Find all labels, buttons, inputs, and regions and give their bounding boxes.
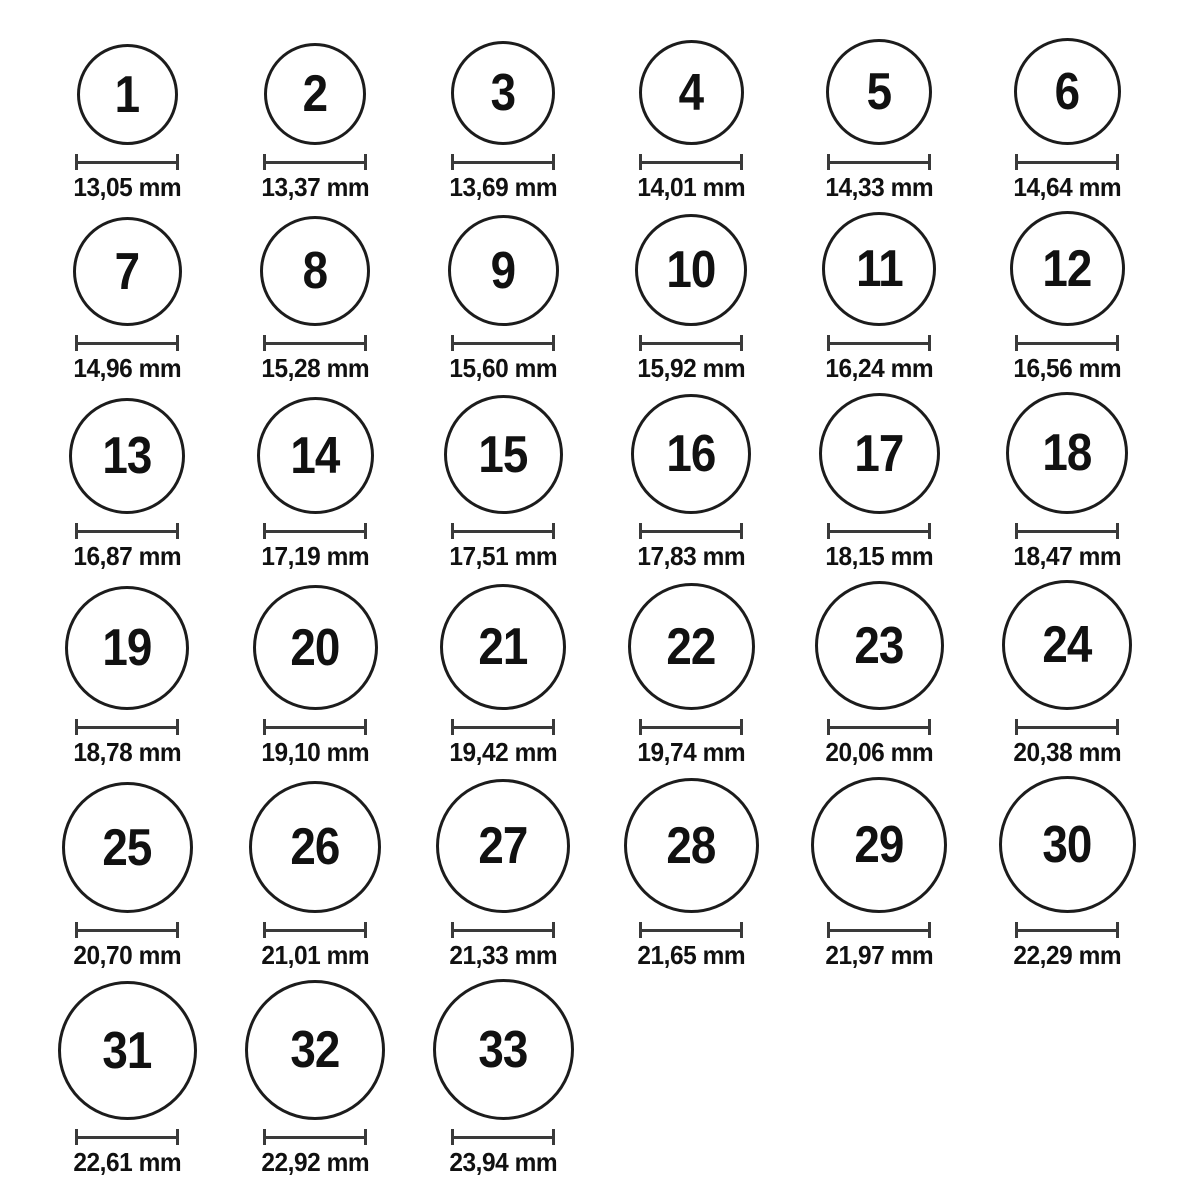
ring-size-number: 1 — [114, 65, 140, 124]
ring-circle — [264, 43, 366, 145]
ring-size-row — [33, 580, 1200, 766]
measure-tick — [75, 154, 78, 170]
ring-size-cell — [33, 782, 221, 969]
ring-size-number: 3 — [490, 64, 516, 122]
diameter-label: 17,19 mm — [261, 541, 369, 571]
diameter-label: 14,64 mm — [1013, 172, 1121, 202]
ring-size-cell — [221, 585, 409, 766]
measure-bar — [75, 929, 179, 932]
measure-bar — [451, 1136, 555, 1139]
measure-bar — [451, 342, 555, 345]
measure-bar — [263, 530, 367, 533]
ring-size-cell — [973, 776, 1161, 969]
diameter-label: 22,92 mm — [261, 1147, 369, 1177]
measure-tick — [1116, 154, 1119, 170]
ring-size-number: 17 — [854, 424, 904, 483]
diameter-measure-line — [827, 154, 931, 170]
diameter-measure-line — [827, 335, 931, 351]
measure-tick — [552, 335, 555, 351]
ring-circle — [451, 41, 555, 145]
measure-tick — [552, 523, 555, 539]
ring-size-cell — [33, 398, 221, 570]
diameter-label: 19,10 mm — [261, 737, 369, 767]
ring-size-number: 7 — [114, 242, 140, 301]
ring-size-cell — [785, 581, 973, 766]
diameter-measure-line — [263, 154, 367, 170]
ring-size-number: 32 — [290, 1021, 340, 1079]
ring-size-number: 25 — [102, 818, 152, 877]
diameter-measure-line — [1015, 335, 1119, 351]
ring-size-cell — [409, 41, 597, 201]
ring-circle — [826, 39, 932, 145]
diameter-measure-line — [827, 523, 931, 539]
ring-circle — [245, 980, 385, 1120]
ring-size-number: 26 — [290, 818, 340, 876]
measure-bar — [451, 161, 555, 164]
diameter-label: 14,96 mm — [73, 353, 181, 383]
measure-tick — [75, 719, 78, 735]
ring-size-number: 18 — [1042, 424, 1092, 482]
diameter-measure-line — [639, 154, 743, 170]
measure-tick — [639, 154, 642, 170]
ring-size-cell — [785, 39, 973, 201]
measure-bar — [263, 929, 367, 932]
ring-size-cell — [33, 44, 221, 201]
diameter-label: 20,06 mm — [825, 737, 933, 767]
measure-tick — [827, 523, 830, 539]
ring-size-number: 12 — [1042, 239, 1092, 298]
measure-bar — [75, 342, 179, 345]
ring-size-number: 19 — [102, 619, 152, 677]
measure-tick — [552, 922, 555, 938]
ring-size-number: 22 — [666, 617, 716, 676]
measure-tick — [1015, 922, 1018, 938]
diameter-measure-line — [263, 335, 367, 351]
diameter-measure-line — [1015, 154, 1119, 170]
measure-tick — [364, 154, 367, 170]
measure-tick — [827, 719, 830, 735]
diameter-label: 16,24 mm — [825, 353, 933, 383]
ring-size-cell — [221, 397, 409, 570]
measure-tick — [740, 523, 743, 539]
ring-size-cell — [409, 584, 597, 766]
ring-circle — [1014, 38, 1121, 145]
measure-bar — [75, 530, 179, 533]
diameter-label: 13,69 mm — [449, 172, 557, 202]
diameter-measure-line — [1015, 719, 1119, 735]
ring-circle — [811, 777, 947, 913]
ring-size-number: 8 — [302, 242, 328, 300]
diameter-measure-line — [1015, 523, 1119, 539]
ring-circle — [257, 397, 374, 514]
ring-size-cell — [597, 583, 785, 766]
measure-tick — [1116, 523, 1119, 539]
measure-tick — [928, 922, 931, 938]
ring-size-cell — [221, 980, 409, 1176]
ring-size-number: 11 — [855, 240, 903, 298]
diameter-measure-line — [451, 154, 555, 170]
ring-circle — [631, 394, 751, 514]
ring-size-number: 5 — [866, 63, 892, 121]
ring-size-number: 30 — [1042, 815, 1092, 874]
measure-tick — [75, 1129, 78, 1145]
measure-tick — [451, 719, 454, 735]
ring-circle — [58, 981, 197, 1120]
diameter-measure-line — [451, 523, 555, 539]
measure-tick — [176, 922, 179, 938]
measure-tick — [176, 154, 179, 170]
ring-size-number: 16 — [666, 425, 716, 483]
measure-tick — [176, 335, 179, 351]
measure-bar — [1015, 530, 1119, 533]
diameter-measure-line — [75, 719, 179, 735]
diameter-label: 18,47 mm — [1013, 541, 1121, 571]
ring-size-number: 24 — [1042, 616, 1092, 674]
measure-tick — [364, 1129, 367, 1145]
ring-size-cell — [221, 43, 409, 201]
measure-tick — [364, 335, 367, 351]
measure-tick — [364, 719, 367, 735]
measure-bar — [75, 1136, 179, 1139]
diameter-label: 17,51 mm — [449, 541, 557, 571]
ring-circle — [1010, 211, 1125, 326]
ring-size-cell — [973, 38, 1161, 201]
ring-size-cell — [597, 40, 785, 201]
measure-bar — [827, 342, 931, 345]
diameter-label: 19,74 mm — [637, 737, 745, 767]
measure-tick — [1116, 719, 1119, 735]
ring-size-cell — [597, 778, 785, 969]
ring-size-cell — [409, 215, 597, 382]
measure-tick — [740, 154, 743, 170]
measure-bar — [263, 726, 367, 729]
diameter-label: 15,92 mm — [637, 353, 745, 383]
ring-size-cell — [33, 586, 221, 766]
diameter-measure-line — [75, 154, 179, 170]
measure-bar — [451, 530, 555, 533]
ring-size-cell — [785, 777, 973, 969]
measure-tick — [552, 719, 555, 735]
measure-tick — [1015, 719, 1018, 735]
measure-bar — [451, 726, 555, 729]
measure-tick — [740, 922, 743, 938]
measure-tick — [639, 719, 642, 735]
measure-tick — [928, 154, 931, 170]
measure-tick — [75, 335, 78, 351]
measure-tick — [263, 719, 266, 735]
diameter-measure-line — [451, 719, 555, 735]
ring-circle — [73, 217, 182, 326]
ring-size-number: 29 — [854, 816, 904, 874]
ring-circle — [1002, 580, 1132, 710]
measure-tick — [263, 1129, 266, 1145]
measure-tick — [827, 922, 830, 938]
measure-bar — [639, 726, 743, 729]
measure-bar — [1015, 726, 1119, 729]
diameter-label: 23,94 mm — [449, 1147, 557, 1177]
diameter-label: 18,78 mm — [73, 737, 181, 767]
ring-circle — [253, 585, 378, 710]
diameter-measure-line — [451, 922, 555, 938]
measure-bar — [639, 342, 743, 345]
measure-tick — [263, 922, 266, 938]
ring-circle — [448, 215, 559, 326]
diameter-label: 21,01 mm — [261, 940, 369, 970]
ring-size-cell — [221, 781, 409, 969]
measure-tick — [639, 922, 642, 938]
measure-tick — [552, 1129, 555, 1145]
diameter-label: 21,33 mm — [449, 940, 557, 970]
ring-size-cell — [785, 212, 973, 382]
measure-tick — [827, 154, 830, 170]
ring-size-number: 28 — [666, 816, 716, 875]
measure-bar — [827, 726, 931, 729]
ring-circle — [440, 584, 566, 710]
ring-size-row — [33, 392, 1200, 570]
diameter-label: 22,61 mm — [73, 1147, 181, 1177]
measure-bar — [639, 530, 743, 533]
ring-circle — [77, 44, 178, 145]
diameter-label: 14,33 mm — [825, 172, 933, 202]
diameter-label: 20,38 mm — [1013, 737, 1121, 767]
ring-size-cell — [221, 216, 409, 382]
ring-circle — [249, 781, 381, 913]
ring-size-number: 10 — [666, 241, 716, 299]
diameter-label: 19,42 mm — [449, 737, 557, 767]
ring-size-number: 20 — [290, 618, 340, 677]
diameter-measure-line — [75, 335, 179, 351]
ring-size-number: 9 — [490, 241, 516, 300]
measure-bar — [639, 161, 743, 164]
diameter-label: 16,56 mm — [1013, 353, 1121, 383]
measure-tick — [75, 523, 78, 539]
measure-bar — [1015, 342, 1119, 345]
ring-circle — [436, 779, 570, 913]
diameter-label: 17,83 mm — [637, 541, 745, 571]
ring-circle — [635, 214, 747, 326]
measure-bar — [75, 161, 179, 164]
measure-tick — [176, 1129, 179, 1145]
measure-tick — [1015, 154, 1018, 170]
ring-circle — [628, 583, 755, 710]
ring-size-cell — [409, 779, 597, 969]
measure-tick — [451, 922, 454, 938]
measure-tick — [639, 335, 642, 351]
measure-bar — [263, 1136, 367, 1139]
measure-tick — [1116, 335, 1119, 351]
ring-circle — [624, 778, 759, 913]
diameter-measure-line — [263, 719, 367, 735]
measure-tick — [263, 154, 266, 170]
ring-size-cell — [33, 981, 221, 1176]
ring-size-number: 13 — [102, 427, 152, 485]
measure-tick — [552, 154, 555, 170]
ring-circle — [260, 216, 370, 326]
measure-bar — [1015, 161, 1119, 164]
ring-circle — [69, 398, 185, 514]
diameter-measure-line — [639, 523, 743, 539]
measure-tick — [451, 523, 454, 539]
ring-size-number: 23 — [854, 616, 904, 675]
ring-size-number: 33 — [478, 1020, 528, 1079]
measure-bar — [1015, 929, 1119, 932]
ring-circle — [999, 776, 1136, 913]
ring-size-cell — [409, 979, 597, 1176]
measure-tick — [827, 335, 830, 351]
ring-circle — [822, 212, 936, 326]
measure-tick — [928, 523, 931, 539]
measure-tick — [1015, 523, 1018, 539]
diameter-measure-line — [639, 922, 743, 938]
ring-size-cell — [597, 214, 785, 382]
diameter-label: 15,28 mm — [261, 353, 369, 383]
measure-bar — [263, 342, 367, 345]
diameter-measure-line — [75, 1129, 179, 1145]
diameter-measure-line — [75, 922, 179, 938]
measure-tick — [451, 1129, 454, 1145]
measure-tick — [176, 523, 179, 539]
measure-tick — [75, 922, 78, 938]
ring-size-cell — [973, 580, 1161, 766]
diameter-measure-line — [263, 523, 367, 539]
measure-tick — [1015, 335, 1018, 351]
ring-size-cell — [409, 395, 597, 570]
diameter-measure-line — [263, 1129, 367, 1145]
ring-size-number: 2 — [302, 65, 328, 123]
ring-circle — [819, 393, 940, 514]
measure-tick — [176, 719, 179, 735]
diameter-label: 15,60 mm — [449, 353, 557, 383]
diameter-measure-line — [75, 523, 179, 539]
diameter-measure-line — [827, 719, 931, 735]
measure-tick — [364, 523, 367, 539]
measure-bar — [827, 929, 931, 932]
ring-size-number: 27 — [478, 817, 528, 875]
measure-tick — [928, 335, 931, 351]
ring-circle — [433, 979, 574, 1120]
ring-circle — [639, 40, 744, 145]
measure-bar — [827, 161, 931, 164]
ring-size-row — [33, 38, 1200, 201]
measure-tick — [263, 335, 266, 351]
measure-tick — [364, 922, 367, 938]
diameter-measure-line — [639, 335, 743, 351]
measure-tick — [740, 335, 743, 351]
measure-bar — [827, 530, 931, 533]
measure-tick — [451, 335, 454, 351]
diameter-measure-line — [1015, 922, 1119, 938]
diameter-label: 14,01 mm — [637, 172, 745, 202]
diameter-measure-line — [639, 719, 743, 735]
ring-circle — [62, 782, 193, 913]
ring-size-number: 6 — [1054, 62, 1080, 121]
ring-circle — [65, 586, 189, 710]
measure-bar — [639, 929, 743, 932]
ring-size-cell — [33, 217, 221, 382]
diameter-label: 22,29 mm — [1013, 940, 1121, 970]
ring-size-cell — [785, 393, 973, 570]
ring-size-cell — [597, 394, 785, 570]
measure-bar — [75, 726, 179, 729]
ring-circle — [444, 395, 563, 514]
diameter-measure-line — [263, 922, 367, 938]
ring-size-cell — [973, 392, 1161, 570]
ring-size-number: 31 — [102, 1021, 152, 1080]
measure-tick — [639, 523, 642, 539]
ring-size-cell — [973, 211, 1161, 382]
measure-bar — [263, 161, 367, 164]
diameter-label: 21,65 mm — [637, 940, 745, 970]
diameter-measure-line — [827, 922, 931, 938]
diameter-label: 13,37 mm — [261, 172, 369, 202]
measure-bar — [451, 929, 555, 932]
measure-tick — [928, 719, 931, 735]
measure-tick — [451, 154, 454, 170]
ring-size-row — [33, 211, 1200, 382]
ring-size-row — [33, 979, 1200, 1176]
measure-tick — [1116, 922, 1119, 938]
diameter-label: 21,97 mm — [825, 940, 933, 970]
diameter-label: 20,70 mm — [73, 940, 181, 970]
measure-tick — [263, 523, 266, 539]
diameter-measure-line — [451, 1129, 555, 1145]
ring-size-row — [33, 776, 1200, 969]
ring-size-number: 21 — [478, 618, 528, 676]
ring-size-number: 14 — [290, 426, 340, 485]
diameter-label: 16,87 mm — [73, 541, 181, 571]
ring-size-number: 4 — [678, 63, 704, 122]
diameter-label: 13,05 mm — [73, 172, 181, 202]
diameter-measure-line — [451, 335, 555, 351]
ring-circle — [815, 581, 944, 710]
measure-tick — [740, 719, 743, 735]
diameter-label: 18,15 mm — [825, 541, 933, 571]
ring-size-number: 15 — [478, 425, 528, 484]
ring-circle — [1006, 392, 1128, 514]
